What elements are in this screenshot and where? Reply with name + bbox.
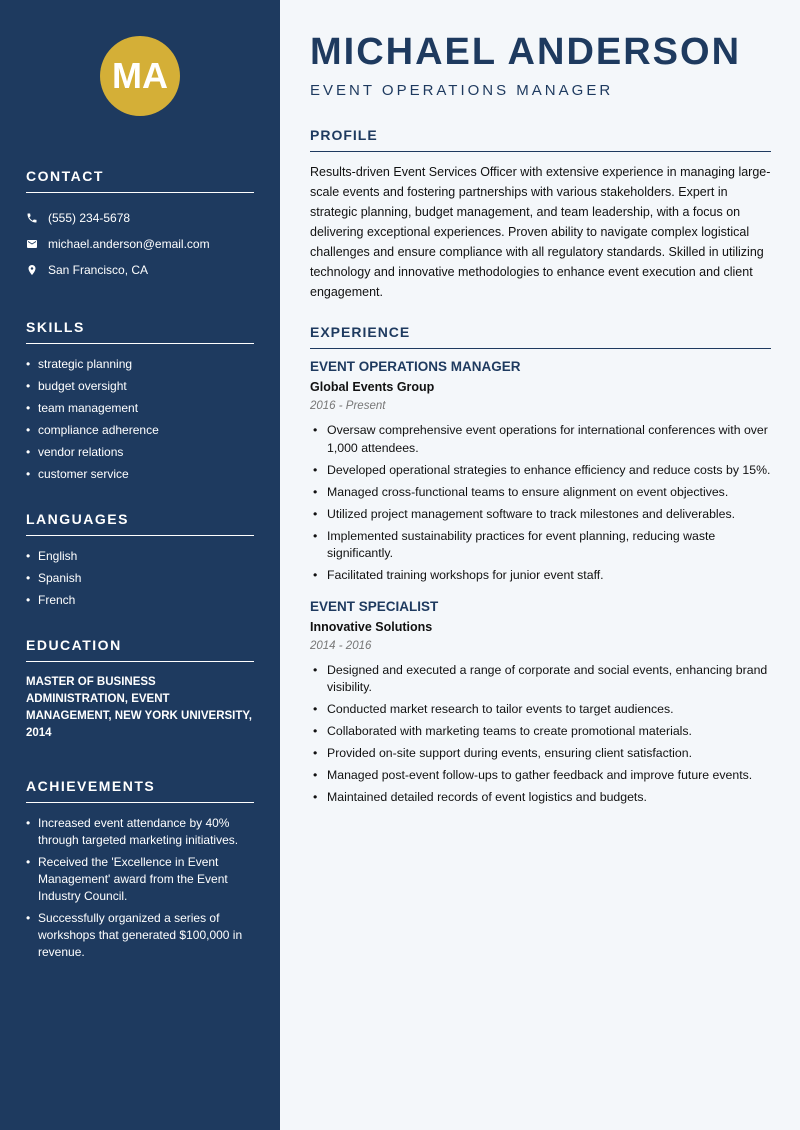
- list-item: • Spanish: [26, 570, 254, 587]
- contact-phone: [26, 205, 254, 231]
- avatar: MA: [100, 36, 180, 116]
- experience-heading: EXPERIENCE: [310, 324, 771, 349]
- contact-phone-text: (555) 234-5678: [48, 211, 131, 225]
- achievements-section: [26, 778, 254, 961]
- education-section: [26, 637, 254, 742]
- profile-heading: PROFILE: [310, 127, 771, 152]
- list-item: • Oversaw comprehensive event operations for international conferences with over 1,000 attendees.: [310, 422, 771, 457]
- job-dates: 2016 - Present: [310, 400, 386, 412]
- list-item: • vendor relations: [26, 444, 254, 461]
- list-item: • English: [26, 548, 254, 565]
- sidebar: [0, 0, 280, 1130]
- list-item: • Facilitated training workshops for junior event staff.: [310, 567, 771, 585]
- skills-heading: SKILLS: [26, 319, 254, 344]
- contact-location: [26, 257, 254, 283]
- list-item: • Developed operational strategies to enhance efficiency and reduce costs by 15%.: [310, 462, 771, 480]
- skills-section: [26, 319, 254, 483]
- job-company: Innovative Solutions: [310, 619, 433, 634]
- education-entry: MASTER OF BUSINESS ADMINISTRATION, EVENT MANAGEMENT, NEW YORK UNIVERSITY, 2014: [26, 676, 252, 739]
- job-entry: [310, 359, 771, 585]
- list-item: • Collaborated with marketing teams to create promotional materials.: [310, 723, 771, 741]
- education-heading: EDUCATION: [26, 637, 254, 662]
- contact-heading: CONTACT: [26, 168, 254, 193]
- list-item: • Provided on-site support during events, ensuring client satisfaction.: [310, 745, 771, 763]
- candidate-title: EVENT OPERATIONS MANAGER: [310, 82, 614, 99]
- list-item: • customer service: [26, 466, 254, 483]
- list-item: • Conducted market research to tailor events to target audiences.: [310, 701, 771, 719]
- languages-heading: LANGUAGES: [26, 511, 254, 536]
- list-item: • Utilized project management software to track milestones and deliverables.: [310, 506, 771, 524]
- phone-icon: [26, 212, 48, 224]
- contact-location-text: San Francisco, CA: [48, 263, 149, 277]
- languages-list: [26, 548, 254, 609]
- contact-section: [26, 168, 254, 283]
- languages-section: [26, 511, 254, 609]
- job-title: EVENT SPECIALIST: [310, 598, 439, 614]
- list-item: • Managed cross-functional teams to ensure alignment on event objectives.: [310, 484, 771, 502]
- list-item: • Implemented sustainability practices for event planning, reducing waste significantly.: [310, 528, 771, 563]
- location-pin-icon: [26, 264, 48, 276]
- contact-email-text: michael.anderson@email.com: [48, 237, 210, 251]
- job-entry: [310, 599, 771, 807]
- list-item: • team management: [26, 400, 254, 417]
- skills-list: [26, 356, 254, 483]
- list-item: • Increased event attendance by 40% through targeted marketing initiatives.: [26, 815, 254, 849]
- job-duties: [310, 662, 771, 807]
- profile-text: Results-driven Event Services Officer with extensive experience in managing large-scale events and fostering partnerships with various stakeholders. Expert in strategic planning, budget management, and team leadership, with a focus on delivering exceptional experiences. Proven ability to navigate complex logistical challenges and ensure compliance with all regulatory standards. Skilled in utilizing technology and innovative methodologies to enhance event execution and client engagement.: [310, 165, 771, 299]
- mail-icon: [26, 238, 48, 250]
- contact-email: [26, 231, 254, 257]
- list-item: • French: [26, 592, 254, 609]
- main-content: [280, 0, 800, 1130]
- job-dates: 2014 - 2016: [310, 639, 372, 652]
- list-item: • strategic planning: [26, 356, 254, 373]
- candidate-name: MICHAEL ANDERSON: [310, 31, 742, 73]
- achievements-heading: ACHIEVEMENTS: [26, 778, 254, 803]
- list-item: • budget oversight: [26, 378, 254, 395]
- job-title: EVENT OPERATIONS MANAGER: [310, 359, 521, 374]
- experience-section: [310, 324, 771, 807]
- list-item: • Maintained detailed records of event logistics and budgets.: [310, 789, 771, 807]
- list-item: • Designed and executed a range of corporate and social events, enhancing brand visibility.: [310, 662, 771, 697]
- list-item: • Received the 'Excellence in Event Management' award from the Event Industry Council.: [26, 854, 254, 905]
- achievements-list: [26, 815, 254, 961]
- list-item: • Successfully organized a series of workshops that generated $100,000 in revenue.: [26, 910, 254, 961]
- list-item: • Managed post-event follow-ups to gather feedback and improve future events.: [310, 767, 771, 785]
- profile-section: [310, 127, 771, 302]
- list-item: • compliance adherence: [26, 422, 254, 439]
- job-company: Global Events Group: [310, 380, 435, 394]
- job-duties: [310, 422, 771, 585]
